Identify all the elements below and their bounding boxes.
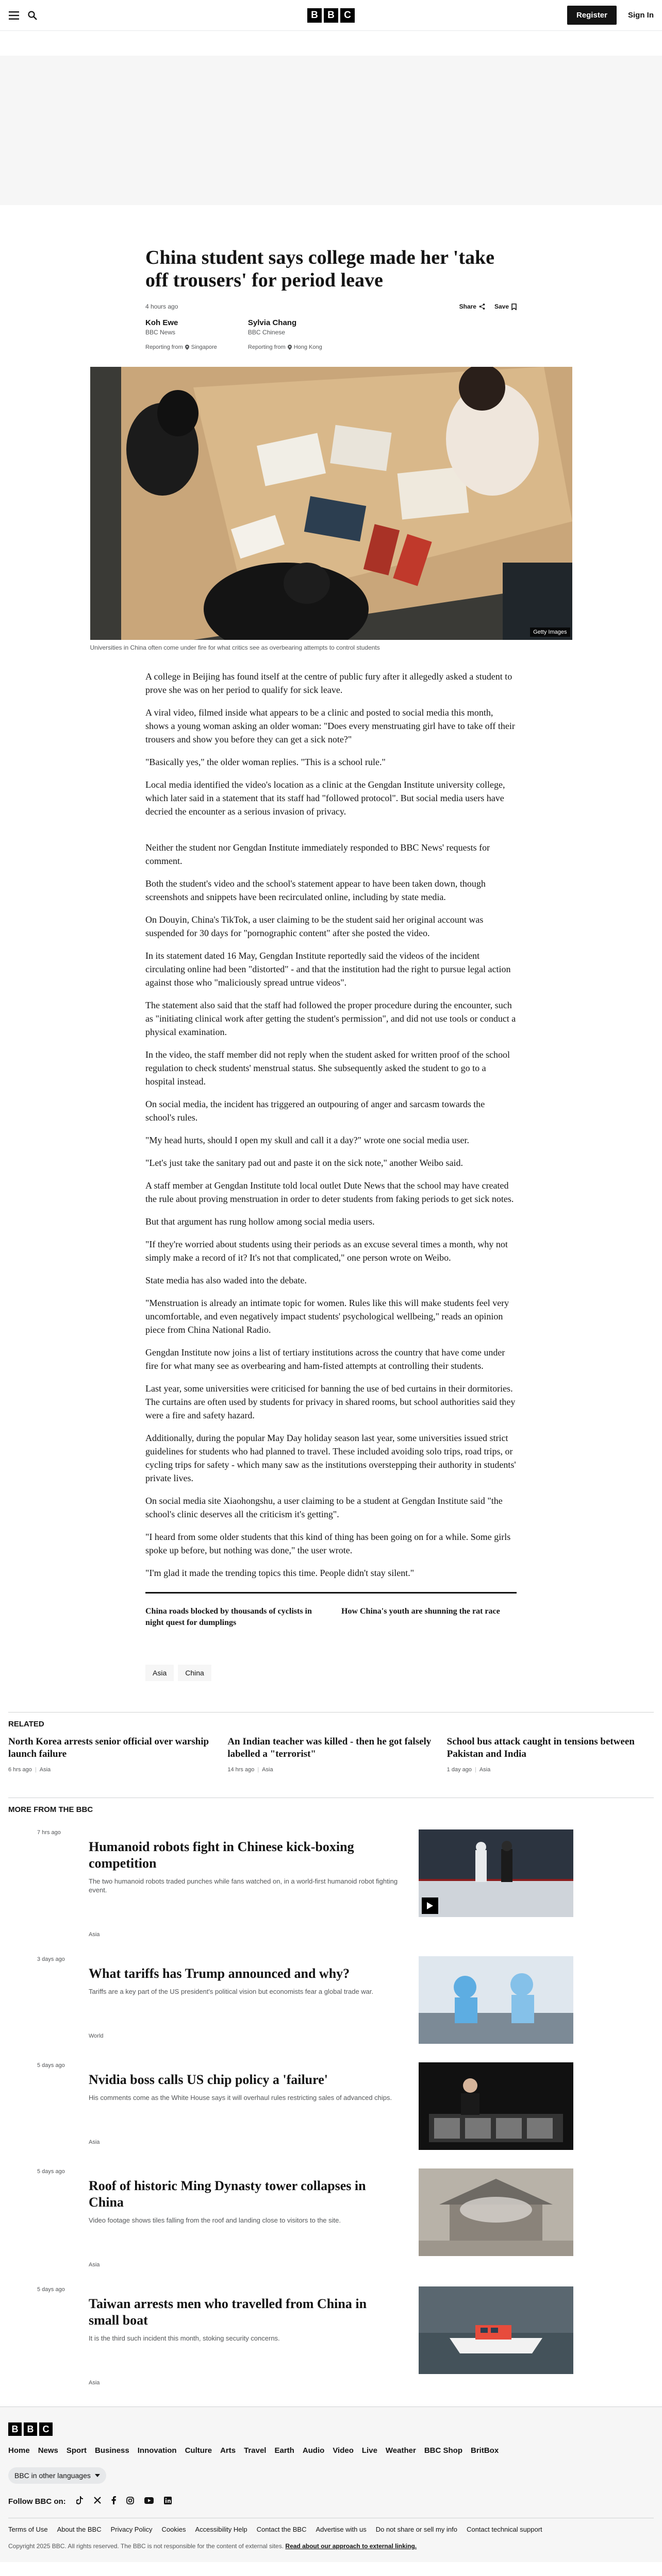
play-icon[interactable]	[422, 1897, 438, 1914]
top-bar	[0, 0, 662, 31]
footer-nav-item[interactable]: BritBox	[471, 2446, 499, 2455]
related-card[interactable]: An Indian teacher was killed - then he got falsely labelled a "terrorist" 14 hrs ago | Asia	[227, 1736, 434, 1773]
story-headline: Roof of historic Ming Dynasty tower collapses in China	[89, 2178, 366, 2210]
save-button[interactable]	[494, 303, 517, 310]
bookmark-icon	[511, 303, 517, 310]
related-card[interactable]: North Korea arrests senior official over warship launch failure 6 hrs ago | Asia	[8, 1736, 215, 1773]
footer-nav-item[interactable]: Innovation	[137, 2446, 177, 2455]
footer-link[interactable]: Accessibility Help	[195, 2526, 247, 2533]
hero-figure	[90, 367, 572, 651]
article-paragraph: "I'm glad it made the trending topics this time. People didn't stay silent."	[145, 1568, 415, 1578]
story-summary: His comments come as the White House says it will overhaul rules restricting sales of advanced chips.	[89, 2094, 392, 2102]
article-paragraph: A staff member at Gengdan Institute told local outlet Dute News that the school may have created the rule about proving menstruation in order to deter students from faking periods to get sick notes.	[145, 1180, 514, 1204]
author-name: Sylvia Chang	[247, 318, 297, 327]
story-time: 5 days ago	[37, 2168, 65, 2175]
sign-in-link[interactable]: Sign In	[628, 11, 654, 20]
article-paragraph: Additionally, during the popular May Day holiday season last year, some universities issued strict guidelines for students who had planned to travel. These included avoiding solo trips, road trips, or cycling trips for safety - which many saw as the institutions overstepping their authority in students' private lives.	[145, 1433, 516, 1483]
story-summary: Video footage shows tiles falling from the roof and landing close to visitors to the site.	[89, 2216, 341, 2224]
footer-link[interactable]: About the BBC	[57, 2526, 102, 2533]
image-credit: Getty Images	[530, 628, 570, 637]
article-paragraph: On Douyin, China's TikTok, a user claiming to be the student said her original account was suspended for 30 days for "pornographic content" after she posted the video.	[145, 914, 484, 938]
article-paragraph: Both the student's video and the school's statement appear to have been taken down, though screenshots and snippets have been recirculated online, including by state media.	[145, 878, 486, 902]
article-paragraph: A college in Beijing has found itself at the centre of public fury after it allegedly asked a student to prove she was on her period to qualify for sick leave.	[145, 671, 512, 695]
story-summary: Tariffs are a key part of the US president's political vision but economists fear a global trade war.	[89, 1988, 374, 1995]
footer-nav	[8, 2446, 654, 2455]
related-headline: North Korea arrests senior official over warship launch failure	[8, 1736, 209, 1759]
footer-nav-item[interactable]: Earth	[274, 2446, 294, 2455]
story-thumbnail	[419, 1829, 573, 1917]
register-button[interactable]: Register	[567, 6, 617, 25]
topic-tag[interactable]: China	[178, 1665, 211, 1681]
card-tag: Asia	[262, 1767, 273, 1773]
article-paragraph: On social media site Xiaohongshu, a user claiming to be a student at Gengdan Institute said "the school's clinic deserves all the criticism it's getting".	[145, 1496, 503, 1519]
story-tag: Asia	[89, 2380, 100, 2386]
story-thumbnail	[419, 2286, 573, 2374]
footer-nav-item[interactable]: Home	[8, 2446, 30, 2455]
inline-related-link[interactable]: China roads blocked by thousands of cyclists in night quest for dumplings	[145, 1607, 312, 1627]
logo-letter: B	[307, 8, 322, 23]
card-tag: Asia	[479, 1767, 491, 1773]
card-tag: Asia	[39, 1767, 51, 1773]
article-paragraph: Gengdan Institute now joins a list of tertiary institutions across the country that have come under fire for what many see as overbearing and ham-fisted attempts at controlling their students.	[145, 1347, 505, 1371]
story-card[interactable]	[37, 1829, 573, 1938]
chevron-down-icon	[95, 2474, 100, 2477]
location-pin-icon	[288, 345, 292, 350]
share-button[interactable]	[459, 303, 485, 310]
article-paragraph: "Let's just take the sanitary pad out and paste it on the sick note," another Weibo said.	[145, 1158, 464, 1168]
related-headline: An Indian teacher was killed - then he got falsely labelled a "terrorist"	[227, 1736, 432, 1759]
footer-nav-item[interactable]: Sport	[66, 2446, 87, 2455]
story-thumbnail	[419, 1956, 573, 2044]
bbc-logo[interactable]	[8, 2422, 654, 2436]
language-dropdown[interactable]	[8, 2467, 106, 2484]
article-timestamp: 4 hours ago	[145, 303, 178, 310]
copyright-text: Copyright 2025 BBC. All rights reserved. The BBC is not responsible for the content of external sites.	[8, 2543, 284, 2550]
article-paragraph: "My head hurts, should I open my skull and call it a day?" wrote one social media user.	[145, 1135, 470, 1145]
footer-nav-item[interactable]: Business	[95, 2446, 129, 2455]
story-card[interactable]	[37, 1956, 573, 2044]
logo-letter: C	[340, 8, 355, 23]
story-tag: Asia	[89, 2139, 100, 2145]
story-tag: World	[89, 2033, 104, 2039]
footer-link[interactable]: Contact technical support	[466, 2526, 542, 2533]
footer-link[interactable]: Cookies	[161, 2526, 186, 2533]
footer	[0, 2406, 662, 2562]
card-time: 6 hrs ago	[8, 1767, 32, 1773]
article-paragraph: State media has also waded into the debate.	[145, 1275, 307, 1285]
story-tag: Asia	[89, 2262, 100, 2268]
page-title: China student says college made her 'take off trousers' for period leave	[145, 247, 494, 291]
story-time: 5 days ago	[37, 2286, 65, 2293]
story-headline: Nvidia boss calls US chip policy a 'failure'	[89, 2072, 328, 2087]
instagram-icon[interactable]	[126, 2497, 134, 2506]
story-card[interactable]	[37, 2286, 573, 2386]
footer-link[interactable]: Privacy Policy	[110, 2526, 153, 2533]
footer-link[interactable]: Terms of Use	[8, 2526, 48, 2533]
story-thumbnail	[419, 2062, 573, 2150]
article-paragraph: "I heard from some older students that this kind of thing has been going on for a while. Some girls spoke up before, but nothing was done," the user wrote.	[145, 1532, 511, 1555]
topic-tag[interactable]: Asia	[145, 1665, 174, 1681]
story-card[interactable]	[37, 2168, 573, 2268]
story-summary: The two humanoid robots traded punches while fans watched on, in a world-first humanoid robot fighting event.	[89, 1877, 398, 1894]
x-icon[interactable]	[94, 2497, 101, 2506]
logo-letter: B	[324, 8, 338, 23]
external-linking-link[interactable]: Read about our approach to external linking.	[285, 2543, 417, 2550]
story-thumbnail	[419, 2168, 573, 2256]
story-time: 5 days ago	[37, 2062, 65, 2069]
save-label: Save	[494, 303, 509, 310]
author-byline	[248, 318, 322, 350]
author-name: Koh Ewe	[145, 318, 178, 327]
article-paragraph: "Menstruation is already an intimate topic for women. Rules like this will make students feel very uncomfortable, and even negatively impact students' psychological wellbeing," reads an opinion piece from China National Radio.	[145, 1298, 509, 1335]
author-role: BBC News	[145, 329, 176, 336]
reporting-location: Singapore	[191, 344, 217, 350]
reporting-prefix: Reporting from	[145, 344, 183, 350]
card-time: 14 hrs ago	[227, 1767, 255, 1773]
story-tag: Asia	[89, 1931, 100, 1938]
article-paragraph: "If they're worried about students using their periods as an excuse several times a month, why not simply make a record of it? It's not that complicated," one person wrote on Weibo.	[145, 1239, 508, 1263]
footer-nav-item[interactable]: Weather	[385, 2446, 416, 2455]
follow-label: Follow BBC on:	[8, 2497, 66, 2506]
advertisement-slot	[0, 56, 662, 205]
tiktok-icon[interactable]	[76, 2496, 84, 2506]
language-label: BBC in other languages	[14, 2471, 91, 2480]
footer-links	[8, 2518, 654, 2533]
related-headline: School bus attack caught in tensions between Pakistan and India	[446, 1736, 635, 1759]
article-paragraph: In the video, the staff member did not reply when the student asked for written proof of the school regulation to check students' menstrual status. She subsequently asked the student to go to a hospital instead.	[145, 1049, 510, 1087]
story-card[interactable]	[37, 2062, 573, 2150]
facebook-icon[interactable]	[111, 2496, 116, 2506]
article-paragraph: But that argument has rung hollow among social media users.	[145, 1216, 375, 1227]
article-paragraph: Last year, some universities were criticised for banning the use of bed curtains in their dormitories. The curtains are often used by students for privacy in shared rooms, but school authorities said they were a fire and safety hazard.	[145, 1383, 516, 1420]
related-card[interactable]: School bus attack caught in tensions between Pakistan and India 1 day ago | Asia	[447, 1736, 654, 1773]
story-headline: Taiwan arrests men who travelled from China in small boat	[89, 2296, 367, 2328]
reporting-location: Hong Kong	[293, 344, 322, 350]
article-paragraph: A viral video, filmed inside what appears to be a clinic and posted to social media this month, shows a young woman asking an older woman: "Does every menstruating girl have to take off their trousers and show you before they can get a sick note?"	[145, 707, 515, 744]
card-time: 1 day ago	[446, 1767, 472, 1773]
bbc-logo[interactable]	[307, 8, 355, 23]
location-pin-icon	[185, 345, 189, 350]
footer-nav-item[interactable]: BBC Shop	[424, 2446, 462, 2455]
footer-nav-item[interactable]: Live	[361, 2446, 377, 2455]
related-section	[0, 1712, 662, 1773]
image-caption: Universities in China often come under fire for what critics see as overbearing attempts to control students	[90, 644, 380, 651]
story-headline: What tariffs has Trump announced and why?	[89, 1966, 350, 1981]
hero-image	[90, 367, 572, 640]
reporting-prefix: Reporting from	[247, 344, 286, 350]
article-paragraph: "Basically yes," the older woman replies. "This is a school rule."	[145, 757, 386, 767]
footer-nav-item[interactable]: News	[38, 2446, 58, 2455]
article-paragraph: Local media identified the video's location as a clinic at the Gengdan Institute university college, which later said in a statement that its staff had "followed protocol". But social media users have decried the encounter as a serious invasion of privacy.	[145, 779, 505, 817]
share-label: Share	[459, 303, 476, 310]
logo-letter: B	[24, 2422, 37, 2436]
linkedin-icon[interactable]	[164, 2497, 172, 2506]
article-paragraph: In its statement dated 16 May, Gengdan Institute reportedly said the videos of the incident circulating online had been "distorted" - and that the institution had the right to pursue legal action against those who "maliciously spread untrue videos".	[145, 951, 511, 988]
copyright	[8, 2543, 654, 2550]
story-summary: It is the third such incident this month, stoking security concerns.	[89, 2334, 280, 2342]
menu-icon[interactable]	[8, 10, 20, 21]
author-role: BBC Chinese	[247, 329, 285, 336]
more-section	[0, 1798, 662, 2386]
footer-nav-item[interactable]: Culture	[185, 2446, 212, 2455]
divider	[145, 1592, 517, 1594]
footer-nav-item[interactable]: Audio	[302, 2446, 325, 2455]
footer-nav-item[interactable]: Video	[333, 2446, 354, 2455]
youtube-icon[interactable]	[144, 2497, 154, 2506]
search-icon[interactable]	[27, 10, 38, 21]
footer-nav-item[interactable]: Travel	[244, 2446, 267, 2455]
story-time: 7 hrs ago	[37, 1829, 61, 1836]
article-body	[145, 670, 517, 1681]
logo-letter: B	[8, 2422, 22, 2436]
story-time: 3 days ago	[37, 1956, 65, 1962]
article-paragraph: The statement also said that the staff had followed the proper procedure during the encounter, such as "initiating clinical work after getting the student's permission", and did not use tools or conduct a physical examination.	[145, 1000, 516, 1037]
author-byline	[145, 318, 217, 350]
share-icon	[479, 303, 485, 310]
footer-link[interactable]: Do not share or sell my info	[375, 2526, 457, 2533]
logo-letter: C	[39, 2422, 53, 2436]
section-title: RELATED	[8, 1720, 44, 1728]
inline-related-link[interactable]: How China's youth are shunning the rat race	[341, 1607, 500, 1616]
footer-nav-item[interactable]: Arts	[220, 2446, 236, 2455]
footer-link[interactable]: Advertise with us	[316, 2526, 367, 2533]
footer-link[interactable]: Contact the BBC	[256, 2526, 307, 2533]
article-paragraph: Neither the student nor Gengdan Institute immediately responded to BBC News' requests for comment.	[145, 842, 490, 866]
article	[145, 246, 517, 350]
article-paragraph: On social media, the incident has triggered an outpouring of anger and sarcasm towards the school's rules.	[145, 1099, 485, 1123]
story-headline: Humanoid robots fight in Chinese kick-boxing competition	[89, 1839, 354, 1871]
section-title: MORE FROM THE BBC	[8, 1805, 93, 1814]
